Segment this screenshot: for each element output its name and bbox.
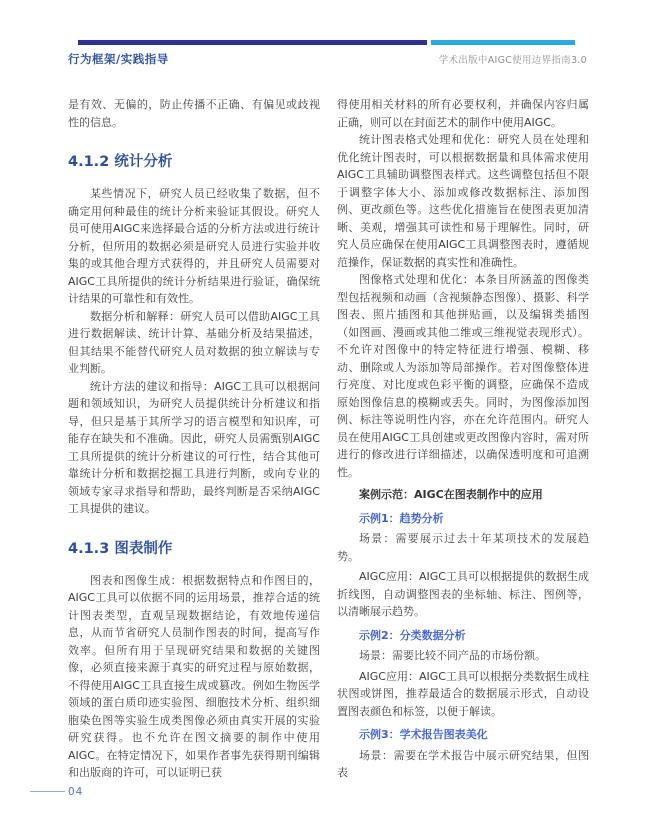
example-2-application: AIGC应用：AIGC工具可以根据分类数据生成柱状图或饼图，推荐最适合的数据展示形式，自动设置图表颜色和标签，以便于解读。 bbox=[337, 669, 589, 718]
document-body bbox=[68, 96, 590, 782]
page-header bbox=[68, 51, 587, 67]
header-section-label: 行为框架/实践指导 bbox=[68, 52, 169, 66]
page-number: 04 bbox=[68, 786, 84, 798]
footer-rule bbox=[30, 791, 65, 792]
paragraph: 统计图表格式处理和优化：研究人员在处理和优化统计图表时，可以根据数据量和具体需求使用AIGC工具辅助调整图表样式。这些调整包括但不限于调整字体大小、添加或修改数据标注、添加图例、更改颜色等。这些优化措施旨在使图表更加清晰、美观，增强其可读性和易于理解性。同时，研究人员应确保在使用AIGC工具调整图表时，遵循规范操作，保证数据的真实性和准确性。 bbox=[337, 133, 589, 269]
paragraph-continuation: 是有效、无偏的，防止传播不正确、有偏见或歧视性的信息。 bbox=[68, 98, 320, 129]
paragraph: 统计方法的建议和指导：AIGC工具可以根据问题和领域知识，为研究人员提供统计分析建议和指导，但只是基于其所学习的语言模型和知识库，可能存在缺失和不准确。因此，研究人员需甄别AIGC工具所提供的统计分析建议的可行性，结合其他可靠统计分析和数据挖掘工具进行判断，或向专业的领域专家寻求指导和帮助，最终判断是否采纳AIGC工具提供的建议。 bbox=[68, 379, 320, 515]
section-heading-4-1-3: 4.1.3 图表制作 bbox=[68, 540, 173, 557]
paragraph-continuation: 得使用相关材料的所有必要权利，并确保内容归属正确，则可以在封面艺术的制作中使用AIGC。 bbox=[337, 98, 589, 129]
example-1-title: 示例1：趋势分析 bbox=[359, 511, 444, 525]
example-1-application: AIGC应用：AIGC工具可以根据提供的数据生成折线图，自动调整图表的坐标轴、标注、图例等，以清晰展示趋势。 bbox=[337, 570, 589, 618]
right-column bbox=[337, 96, 589, 782]
paragraph: 图像格式处理和优化：本条目所涵盖的图像类型包括视频和动画（含视频静态图像）、摄影、科学图表、照片插图和其他拼贴画，以及编辑类插图（如图画、漫画或其他二维或三维视觉表现形式）。不允许对图像中的特定特征进行增强、模糊、移动、删除或人为添加等局部操作。若对图像整体进行亮度、对比度或色彩平衡的调整，应确保不造成原始图像信息的模糊或丢失。同时，为图像添加图例、标注等说明性内容，亦在允许范围内。研究人员在使用AIGC工具创建或更改图像内容时，需对所进行的修改进行详细描述，以确保透明度和可追溯性。 bbox=[337, 273, 589, 479]
left-column bbox=[68, 96, 320, 782]
header-document-title: 学术出版中AIGC使用边界指南3.0 bbox=[438, 55, 587, 66]
header-bar-dark bbox=[78, 40, 427, 45]
example-2-title: 示例2：分类数据分析 bbox=[359, 628, 466, 642]
example-3-scene: 场景：需要在学术报告中展示研究结果，但图表 bbox=[337, 748, 589, 779]
paragraph: 图表和图像生成：根据数据特点和作图目的，AIGC工具可以依据不同的运用场景，推荐合适的统计图表类型，直观呈现数据结论，有效地传递信息，从而节省研究人员制作图表的时间，提高写作效率。但所有用于呈现研究结果和数据的关键图像，必须直接来源于真实的研究过程与原始数据，不得使用AIGC工具直接生成或篡改。例如生物医学领域的蛋白质印迹实验图、细胞技术分析、组织细胞染色图等实验生成类图像必须由真实开展的实验研究获得。也不允许在图文摘要的制作中使用AIGC。在特定情况下，如果作者事先获得期刊编辑和出版商的许可，可以证明已获 bbox=[68, 573, 320, 779]
example-2-scene: 场景：需要比较不同产品的市场份额。 bbox=[359, 649, 546, 662]
header-bar-light bbox=[431, 40, 575, 45]
section-heading-4-1-2: 4.1.2 统计分析 bbox=[68, 154, 173, 170]
paragraph: 某些情况下，研究人员已经收集了数据，但不确定用何种最佳的统计分析来验证其假设。研究人员可使用AIGC来选择最合适的分析方法或进行统计分析，但所用的数据必须是研究人员进行实验并收集的或其他合理方式获得的，并且研究人员需要对AIGC工具所提供的统计分析结果进行验证，确保统计结果的可靠性和有效性。 bbox=[68, 187, 320, 305]
example-1-scene: 场景：需要展示过去十年某项技术的发展趋势。 bbox=[337, 532, 589, 563]
paragraph: 数据分析和解释：研究人员可以借助AIGC工具进行数据解读、统计计算、基础分析及结果描述，但其结果不能替代研究人员对数据的独立解读与专业判断。 bbox=[68, 309, 320, 375]
header-rule-bars bbox=[78, 40, 575, 45]
case-demo-intro: 案例示范：AIGC在图表制作中的应用 bbox=[359, 488, 543, 501]
example-3-title: 示例3：学术报告图表美化 bbox=[359, 728, 488, 741]
